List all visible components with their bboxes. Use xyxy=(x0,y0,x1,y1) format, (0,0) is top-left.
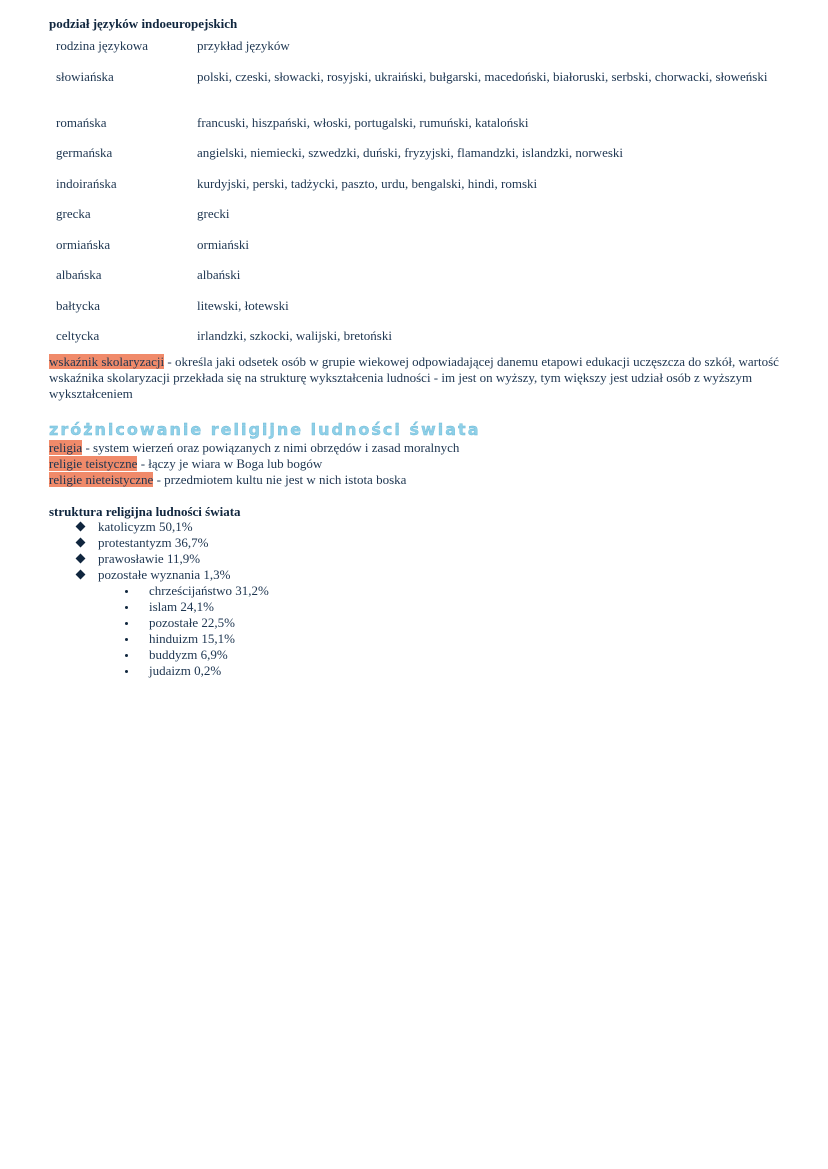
dot-bullet-icon xyxy=(125,606,128,609)
section-title-religion-structure: struktura religijna ludności świata xyxy=(49,504,241,519)
table-row xyxy=(50,176,777,206)
dot-bullet-icon xyxy=(125,622,128,625)
family-cell: grecka xyxy=(56,206,91,221)
list-item-text: prawosławie 11,9% xyxy=(98,551,201,566)
sublist-item-text: pozostałe 22,5% xyxy=(149,615,235,630)
table-row xyxy=(50,237,777,267)
list-item xyxy=(76,535,269,551)
diamond-bullet-icon xyxy=(76,538,86,548)
family-cell: bałtycka xyxy=(56,298,101,313)
list-item xyxy=(76,551,269,567)
definition-text: - system wierzeń oraz powiązanych z nimi obrzędów i zasad moralnych xyxy=(82,440,460,455)
definition-line xyxy=(49,456,789,472)
examples-cell: grecki xyxy=(197,206,230,221)
sublist-item-text: hinduizm 15,1% xyxy=(149,631,235,646)
highlighted-term: religie teistyczne xyxy=(49,456,138,471)
family-cell: indoirańska xyxy=(56,176,117,191)
examples-cell: kurdyjski, perski, tadżycki, paszto, urdu, bengalski, hindi, romski xyxy=(197,176,538,191)
sublist-item xyxy=(125,615,269,631)
table-row xyxy=(50,298,777,328)
section-heading-religions: zróżnicowanie religijne ludności świata xyxy=(49,420,481,439)
list-item-text: katolicyzm 50,1% xyxy=(98,519,193,534)
sublist-item-text: islam 24,1% xyxy=(149,599,214,614)
section-title-languages: podział języków indoeuropejskich xyxy=(49,16,238,31)
highlighted-term: religia xyxy=(49,440,83,455)
dot-bullet-icon xyxy=(125,670,128,673)
table-row xyxy=(50,206,777,237)
diamond-bullet-icon xyxy=(76,522,86,532)
table-row xyxy=(50,267,777,298)
table-header-row xyxy=(50,38,777,69)
table-row xyxy=(50,145,777,176)
highlighted-term: religie nieteistyczne xyxy=(49,472,154,487)
dot-bullet-icon xyxy=(125,654,128,657)
list-item xyxy=(76,519,269,535)
examples-cell: francuski, hiszpański, włoski, portugalski, rumuński, kataloński xyxy=(197,115,529,130)
header-family: rodzina językowa xyxy=(56,38,149,53)
table-row xyxy=(50,328,777,344)
definition-line xyxy=(49,440,789,456)
dot-bullet-icon xyxy=(125,590,128,593)
language-families-table xyxy=(50,38,777,344)
definition-text: - określa jaki odsetek osób w grupie wiekowej odpowiadającej danemu etapowi edukacji uczęszcza do szkół, wartość wskaźnika skolaryzacji przekłada się na strukturę wykształcenia ludności - im jest on wyższy, tym większy jest udział osób z wyższym wykształceniem xyxy=(49,354,779,401)
family-cell: germańska xyxy=(56,145,113,160)
list-item-text: pozostałe wyznania 1,3% xyxy=(98,567,231,582)
religion-sublist xyxy=(125,583,269,679)
examples-cell: angielski, niemiecki, szwedzki, duński, fryzyjski, flamandzki, islandzki, norweski xyxy=(197,145,624,160)
family-cell: ormiańska xyxy=(56,237,111,252)
family-cell: albańska xyxy=(56,267,102,282)
definition-line xyxy=(49,472,789,488)
examples-cell: albański xyxy=(197,267,241,282)
header-examples: przykład języków xyxy=(197,38,290,53)
sublist-item-text: buddyzm 6,9% xyxy=(149,647,228,662)
examples-cell: ormiański xyxy=(197,237,249,252)
examples-cell: polski, czeski, słowacki, rosyjski, ukraiński, bułgarski, macedoński, białoruski, serbski, chorwacki, słoweński xyxy=(197,69,768,84)
family-cell: celtycka xyxy=(56,328,100,343)
examples-cell: litewski, łotewski xyxy=(197,298,289,313)
sublist-item xyxy=(125,647,269,663)
examples-cell: irlandzki, szkocki, walijski, bretoński xyxy=(197,328,392,343)
table-row xyxy=(50,69,777,115)
diamond-bullet-icon xyxy=(76,570,86,580)
skolaryzacja-paragraph xyxy=(49,354,789,402)
religion-list xyxy=(76,519,269,679)
diamond-bullet-icon xyxy=(76,554,86,564)
sublist-item xyxy=(125,583,269,599)
sublist-item xyxy=(125,631,269,647)
family-cell: słowiańska xyxy=(56,69,114,84)
dot-bullet-icon xyxy=(125,638,128,641)
family-cell: romańska xyxy=(56,115,107,130)
sublist-item-text: judaizm 0,2% xyxy=(149,663,222,678)
list-item-text: protestantyzm 36,7% xyxy=(98,535,209,550)
list-item xyxy=(76,567,269,679)
definition-text: - łączy je wiara w Boga lub bogów xyxy=(137,456,323,471)
sublist-item xyxy=(125,663,269,679)
definition-text: - przedmiotem kultu nie jest w nich istota boska xyxy=(153,472,407,487)
sublist-item xyxy=(125,599,269,615)
highlighted-term: wskaźnik skolaryzacji xyxy=(49,354,165,369)
table-row xyxy=(50,115,777,145)
sublist-item-text: chrześcijaństwo 31,2% xyxy=(149,583,269,598)
